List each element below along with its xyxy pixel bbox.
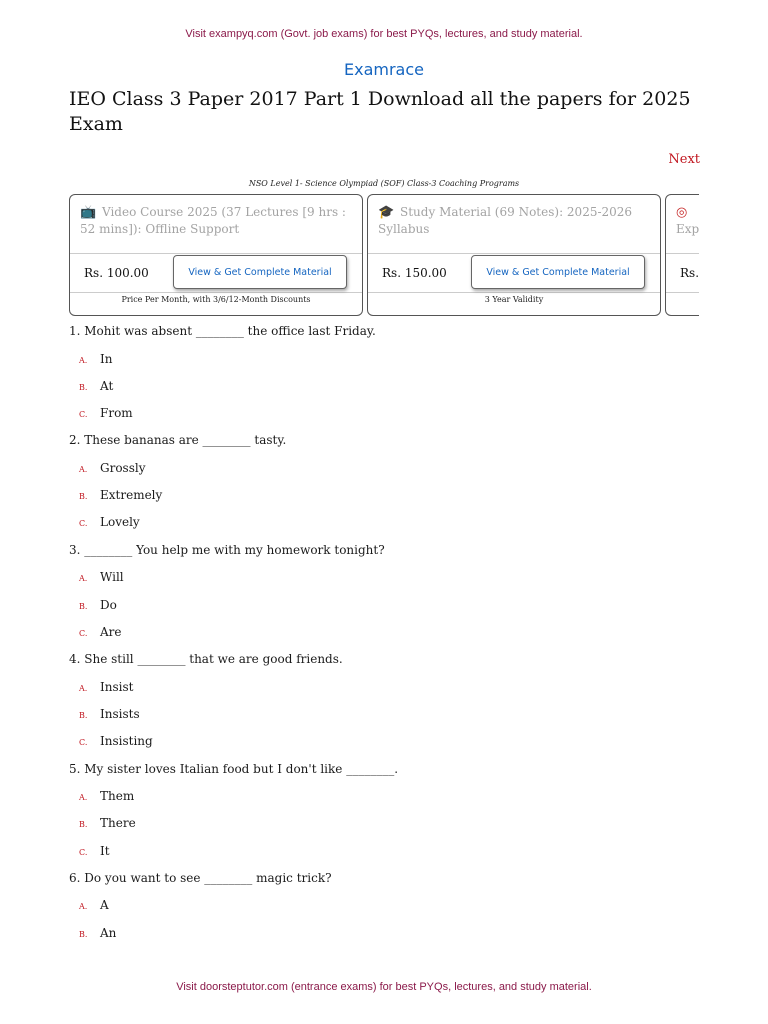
option-item [69, 376, 709, 403]
option-item [69, 567, 709, 594]
option-item [69, 895, 709, 922]
option-letter: B. [79, 820, 88, 830]
site-name-link[interactable]: Examrace [344, 60, 424, 79]
question-list [69, 321, 709, 950]
option-letter: B. [79, 492, 88, 502]
program-card-note: 3 Year Validity [484, 295, 544, 304]
program-card-partial[interactable] [665, 194, 699, 316]
option-letter: A. [79, 902, 88, 912]
program-card-title[interactable] [676, 204, 699, 238]
option-letter: C. [79, 519, 88, 529]
option-letter: C. [79, 738, 88, 748]
tv-icon: 📺 [80, 205, 97, 220]
option-text: Lovely [100, 515, 140, 530]
option-letter: A. [79, 574, 88, 584]
graduation-cap-icon: 🎓 [378, 205, 395, 220]
option-item [69, 349, 709, 376]
program-card-video-course[interactable] [69, 194, 363, 316]
program-card-title[interactable] [80, 204, 350, 238]
option-text: From [100, 406, 133, 421]
program-card-price: Rs. [680, 266, 699, 280]
next-link[interactable]: Next [668, 152, 700, 167]
option-item [69, 813, 709, 840]
option-text: Will [100, 570, 124, 585]
option-text: Do [100, 597, 117, 612]
option-letter: A. [79, 464, 88, 474]
question-text: 4. She still ________ that we are good friends. [69, 652, 343, 667]
option-item [69, 403, 709, 430]
option-item [69, 704, 709, 731]
option-text: Them [100, 789, 135, 804]
program-card-price-row [70, 253, 362, 293]
question-text: 1. Mohit was absent ________ the office last Friday. [69, 324, 376, 338]
program-card-title[interactable] [378, 204, 648, 238]
page-title: IEO Class 3 Paper 2017 Part 1 Download all the papers for 2025 Exam [69, 88, 691, 135]
option-item [69, 595, 709, 622]
top-banner[interactable]: Visit exampyq.com (Govt. job exams) for best PYQs, lectures, and study material. [185, 28, 583, 40]
program-card-note: Price Per Month, with 3/6/12-Month Discounts [121, 295, 311, 304]
option-text: Insists [100, 706, 140, 721]
option-text: Insist [100, 679, 134, 694]
option-letter: C. [79, 628, 88, 638]
option-item [69, 841, 709, 868]
option-letter: C. [79, 410, 88, 420]
program-card-price: Rs. 100.00 [84, 266, 149, 280]
option-letter: B. [79, 601, 88, 611]
program-card-title-text: Exp [676, 222, 699, 236]
program-card-study-material[interactable] [367, 194, 661, 316]
question-text: 3. ________ You help me with my homework tonight? [69, 542, 385, 557]
bottom-banner[interactable]: Visit doorsteptutor.com (entrance exams) for best PYQs, lectures, and study material. [176, 981, 592, 993]
option-text: A [100, 898, 109, 913]
option-letter: A. [79, 793, 88, 803]
option-item [69, 485, 709, 512]
option-text: An [100, 925, 117, 940]
question-text: 5. My sister loves Italian food but I don't like ________. [69, 761, 399, 776]
programs-heading: NSO Level 1- Science Olympiad (SOF) Class-3 Coaching Programs [248, 179, 520, 188]
view-material-button[interactable]: View & Get Complete Material [173, 255, 347, 289]
option-letter: A. [79, 683, 88, 693]
option-item [69, 458, 709, 485]
option-text: Extremely [100, 488, 163, 503]
option-item [69, 512, 709, 539]
option-text: At [100, 378, 114, 393]
question-text: 2. These bananas are ________ tasty. [69, 433, 287, 448]
program-card-title-text: Study Material (69 Notes): 2025-2026 Syllabus [378, 205, 633, 236]
program-card-price: Rs. 150.00 [382, 266, 447, 280]
target-icon: ◎ [676, 205, 688, 220]
option-text: There [100, 816, 136, 831]
programs-carousel [69, 194, 699, 316]
option-text: Are [100, 624, 122, 639]
option-letter: B. [79, 382, 88, 392]
option-text: Insisting [100, 734, 153, 749]
question-text: 6. Do you want to see ________ magic trick? [69, 870, 332, 885]
option-text: It [100, 843, 110, 858]
option-item [69, 622, 709, 649]
option-item [69, 786, 709, 813]
option-text: In [100, 351, 113, 366]
program-card-price-row [666, 253, 699, 293]
option-letter: A. [79, 355, 88, 365]
program-card-price-row [368, 253, 660, 293]
option-letter: C. [79, 847, 88, 857]
option-text: Grossly [100, 460, 146, 475]
option-item [69, 923, 709, 950]
option-item [69, 731, 709, 758]
view-material-button[interactable]: View & Get Complete Material [471, 255, 645, 289]
option-item [69, 677, 709, 704]
option-letter: B. [79, 929, 88, 939]
program-card-title-text: Video Course 2025 (37 Lectures [9 hrs : 52 mins]): Offline Support [80, 205, 346, 236]
option-letter: B. [79, 710, 88, 720]
